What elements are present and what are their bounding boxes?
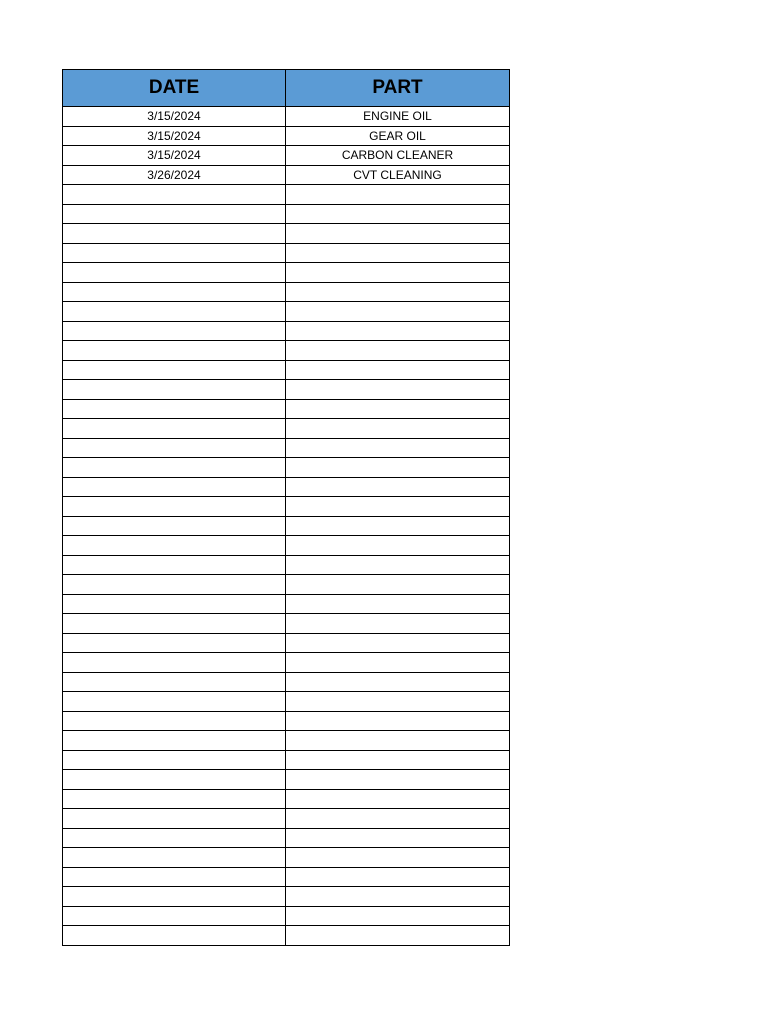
part-cell: GEAR OIL xyxy=(286,126,510,146)
date-cell xyxy=(63,224,286,244)
date-cell xyxy=(63,926,286,946)
date-cell xyxy=(63,438,286,458)
empty-table-row xyxy=(63,497,510,517)
part-cell xyxy=(286,185,510,205)
empty-table-row xyxy=(63,185,510,205)
parts-log-table xyxy=(62,69,510,946)
empty-table-row xyxy=(63,653,510,673)
date-cell xyxy=(63,731,286,751)
date-cell xyxy=(63,653,286,673)
date-cell xyxy=(63,750,286,770)
part-cell xyxy=(286,848,510,868)
part-cell xyxy=(286,867,510,887)
empty-table-row xyxy=(63,399,510,419)
part-cell xyxy=(286,458,510,478)
empty-table-row xyxy=(63,789,510,809)
empty-table-row xyxy=(63,750,510,770)
date-cell xyxy=(63,516,286,536)
empty-table-row xyxy=(63,243,510,263)
empty-table-row xyxy=(63,770,510,790)
part-cell xyxy=(286,224,510,244)
part-cell xyxy=(286,243,510,263)
empty-table-row xyxy=(63,224,510,244)
part-cell xyxy=(286,809,510,829)
date-cell xyxy=(63,867,286,887)
table-row xyxy=(63,107,510,127)
date-cell xyxy=(63,399,286,419)
part-cell xyxy=(286,321,510,341)
table-row xyxy=(63,165,510,185)
part-cell xyxy=(286,555,510,575)
date-cell xyxy=(63,848,286,868)
part-cell xyxy=(286,341,510,361)
part-cell xyxy=(286,263,510,283)
date-cell xyxy=(63,282,286,302)
column-header-part: PART xyxy=(286,70,510,107)
table-body xyxy=(63,107,510,946)
empty-table-row xyxy=(63,809,510,829)
part-cell xyxy=(286,711,510,731)
column-header-date: DATE xyxy=(63,70,286,107)
empty-table-row xyxy=(63,419,510,439)
part-cell xyxy=(286,594,510,614)
empty-table-row xyxy=(63,341,510,361)
table-row xyxy=(63,146,510,166)
date-cell xyxy=(63,711,286,731)
date-cell xyxy=(63,263,286,283)
date-cell xyxy=(63,809,286,829)
part-cell xyxy=(286,614,510,634)
date-cell: 3/15/2024 xyxy=(63,107,286,127)
part-cell xyxy=(286,380,510,400)
empty-table-row xyxy=(63,302,510,322)
date-cell xyxy=(63,321,286,341)
empty-table-row xyxy=(63,477,510,497)
empty-table-row xyxy=(63,321,510,341)
part-cell xyxy=(286,438,510,458)
date-cell: 3/15/2024 xyxy=(63,126,286,146)
date-cell xyxy=(63,633,286,653)
date-cell xyxy=(63,243,286,263)
empty-table-row xyxy=(63,848,510,868)
empty-table-row xyxy=(63,594,510,614)
empty-table-row xyxy=(63,633,510,653)
part-cell xyxy=(286,770,510,790)
part-cell xyxy=(286,926,510,946)
date-cell xyxy=(63,458,286,478)
empty-table-row xyxy=(63,458,510,478)
part-cell xyxy=(286,633,510,653)
part-cell: ENGINE OIL xyxy=(286,107,510,127)
empty-table-row xyxy=(63,438,510,458)
empty-table-row xyxy=(63,711,510,731)
date-cell: 3/15/2024 xyxy=(63,146,286,166)
part-cell xyxy=(286,516,510,536)
date-cell xyxy=(63,887,286,907)
part-cell xyxy=(286,536,510,556)
part-cell xyxy=(286,302,510,322)
part-cell xyxy=(286,887,510,907)
date-cell xyxy=(63,770,286,790)
date-cell xyxy=(63,341,286,361)
empty-table-row xyxy=(63,360,510,380)
date-cell xyxy=(63,185,286,205)
empty-table-row xyxy=(63,926,510,946)
part-cell: CARBON CLEANER xyxy=(286,146,510,166)
empty-table-row xyxy=(63,536,510,556)
table-row xyxy=(63,126,510,146)
part-cell xyxy=(286,477,510,497)
date-cell xyxy=(63,828,286,848)
part-cell xyxy=(286,828,510,848)
empty-table-row xyxy=(63,555,510,575)
date-cell xyxy=(63,614,286,634)
date-cell xyxy=(63,692,286,712)
empty-table-row xyxy=(63,204,510,224)
date-cell xyxy=(63,302,286,322)
part-cell xyxy=(286,653,510,673)
date-cell xyxy=(63,789,286,809)
part-cell xyxy=(286,360,510,380)
part-cell: CVT CLEANING xyxy=(286,165,510,185)
empty-table-row xyxy=(63,672,510,692)
date-cell xyxy=(63,419,286,439)
date-cell xyxy=(63,497,286,517)
empty-table-row xyxy=(63,263,510,283)
empty-table-row xyxy=(63,516,510,536)
date-cell xyxy=(63,575,286,595)
date-cell xyxy=(63,555,286,575)
part-cell xyxy=(286,692,510,712)
date-cell xyxy=(63,204,286,224)
part-cell xyxy=(286,750,510,770)
empty-table-row xyxy=(63,282,510,302)
part-cell xyxy=(286,399,510,419)
empty-table-row xyxy=(63,828,510,848)
part-cell xyxy=(286,575,510,595)
date-cell xyxy=(63,672,286,692)
part-cell xyxy=(286,731,510,751)
empty-table-row xyxy=(63,887,510,907)
empty-table-row xyxy=(63,731,510,751)
part-cell xyxy=(286,497,510,517)
date-cell: 3/26/2024 xyxy=(63,165,286,185)
date-cell xyxy=(63,477,286,497)
date-cell xyxy=(63,594,286,614)
date-cell xyxy=(63,536,286,556)
part-cell xyxy=(286,282,510,302)
date-cell xyxy=(63,906,286,926)
date-cell xyxy=(63,360,286,380)
part-cell xyxy=(286,789,510,809)
empty-table-row xyxy=(63,692,510,712)
empty-table-row xyxy=(63,380,510,400)
part-cell xyxy=(286,204,510,224)
empty-table-row xyxy=(63,575,510,595)
header-row xyxy=(63,70,510,107)
part-cell xyxy=(286,906,510,926)
empty-table-row xyxy=(63,906,510,926)
part-cell xyxy=(286,672,510,692)
empty-table-row xyxy=(63,867,510,887)
empty-table-row xyxy=(63,614,510,634)
date-cell xyxy=(63,380,286,400)
part-cell xyxy=(286,419,510,439)
